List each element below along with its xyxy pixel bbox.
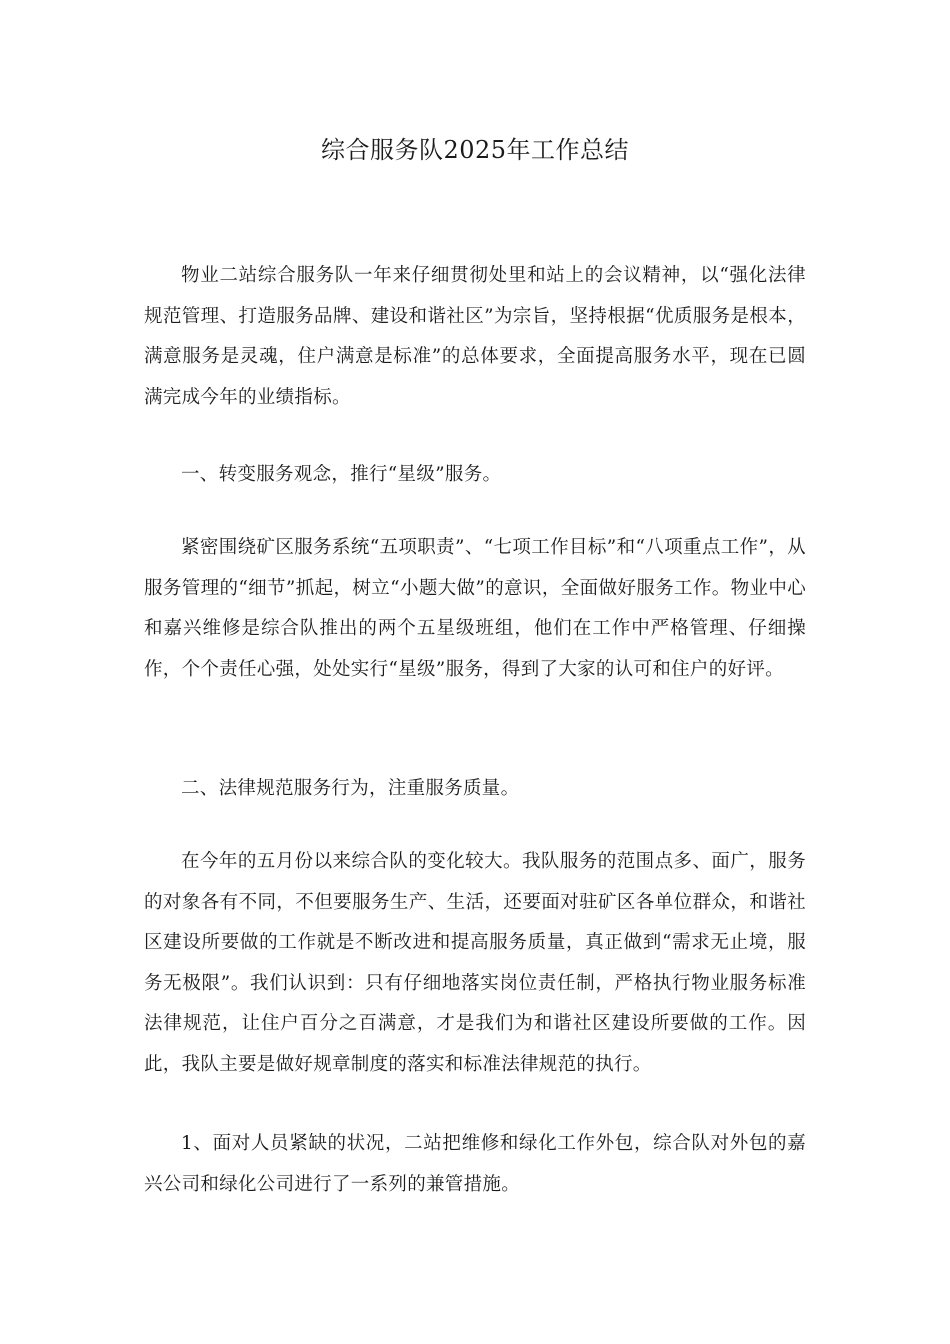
- section-heading-1: 一、转变服务观念，推行“星级”服务。: [181, 464, 502, 485]
- section-2-paragraph: 在今年的五月份以来综合队的变化较大。我队服务的范围点多、面广，服务的对象各有不同，不但要服务生产、生活，还要面对驻矿区各单位群众，和谐社区建设所要做的工作就是不断改进和提高服务质量，真正做到“需求无止境，服务无极限”。我们认识到：只有仔细地落实岗位责任制，严格执行物业服务标准法律规范，让住户百分之百满意，才是我们为和谐社区建设所要做的工作。因此，我队主要是做好规章制度的落实和标准法律规范的执行。: [144, 851, 806, 1075]
- numbered-item-1: 1、面对人员紧缺的状况，二站把维修和绿化工作外包，综合队对外包的嘉兴公司和绿化公司进行了一系列的兼管措施。: [144, 1133, 806, 1195]
- section-1-paragraph: 紧密围绕矿区服务系统“五项职责”、“七项工作目标”和“八项重点工作”，从服务管理的“细节”抓起，树立“小题大做”的意识，全面做好服务工作。物业中心和嘉兴维修是综合队推出的两个五星级班组，他们在工作中严格管理、仔细操作，个个责任心强，处处实行“星级”服务，得到了大家的认可和住户的好评。: [144, 537, 806, 680]
- section-heading-2: 二、法律规范服务行为，注重服务质量。: [181, 778, 520, 799]
- intro-paragraph: 物业二站综合服务队一年来仔细贯彻处里和站上的会议精神，以“强化法律规范管理、打造服务品牌、建设和谐社区”为宗旨，坚持根据“优质服务是根本，满意服务是灵魂，住户满意是标准”的总体要求，全面提高服务水平，现在已圆满完成今年的业绩指标。: [144, 265, 806, 408]
- document-title: 综合服务队2025年工作总结: [320, 136, 630, 164]
